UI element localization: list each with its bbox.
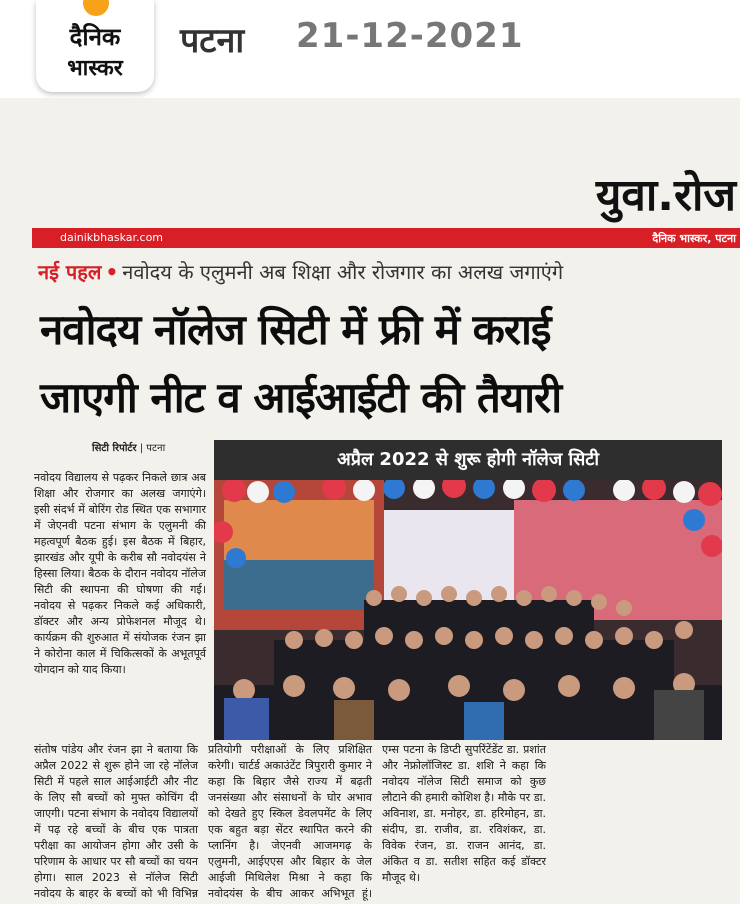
- site-url: dainikbhaskar.com: [60, 231, 164, 244]
- section-title: युवा.रोज: [595, 170, 736, 221]
- sun-icon: [83, 0, 109, 16]
- dainik-bhaskar-logo: [36, 0, 154, 92]
- news-photo: [214, 440, 722, 740]
- bullet-icon: •: [105, 260, 119, 284]
- kicker-text: नवोदय के एलुमनी अब शिक्षा और रोजगार का अलख जगाएंगे: [122, 260, 564, 284]
- byline: [92, 440, 165, 454]
- kicker-label: नई पहल: [38, 260, 102, 284]
- byline-reporter: सिटी रिपोर्टर: [92, 443, 137, 454]
- headline-line1: नवोदय नॉलेज सिटी में फ्री में कराई: [40, 305, 551, 354]
- logo-line1: दैनिक: [69, 23, 121, 51]
- headline-line2: जाएगी नीट व आईआईटी की तैयारी: [40, 373, 562, 422]
- edition-date: 21-12-2021: [296, 16, 524, 56]
- photo-caption: अप्रैल 2022 से शुरू होगी नॉलेज सिटी: [214, 440, 722, 480]
- group-photo-illustration: [214, 480, 722, 740]
- section-strip: [32, 228, 740, 248]
- byline-city: पटना: [146, 443, 166, 454]
- paper-name: दैनिक भास्कर, पटना: [652, 232, 736, 245]
- edition-city: पटना: [180, 21, 245, 61]
- byline-divider: |: [139, 443, 144, 454]
- kicker: [38, 258, 738, 285]
- article-paragraph-1: नवोदय विद्यालय से पढ़कर निकले छात्र अब शिक्षा और रोजगार का अलख जगाएंगे। इसी संदर्भ में बोरिंग रोड स्थित एक सभागार में जेएनवी पटना संभाग के एलुमनी की महत्वपूर्ण बैठक हुई। इस बैठक में बिहार, झारखंड और यूपी के करीब सौ नवोदयंस ने हिस्सा लिया। बैठक के दौरान नवोदय नॉलेज सिटी की स्थापना की घोषणा की गई। नवोदय से पढ़कर निकले कई अधिकारी, डॉक्टर और अन्य प्रोफेशनल मौजूद थे। कार्यक्रम की शुरुआत में संयोजक रंजन झा ने कोरोना काल में चिकित्सकों के अभूतपूर्व योगदान को याद किया।: [34, 471, 206, 676]
- masthead-bar: [0, 0, 740, 98]
- article-paragraph-2: संतोष पांडेय और रंजन झा ने बताया कि अप्रैल 2022 से शुरू होने जा रहे नॉलेज सिटी में पहले साल आईआईटी और नीट के लिए सौ बच्चों को मुफ्त कोचिंग दी जाएगी। पटना संभाग के नवोदय विद्यालयों में पढ़ रहे बच्चों के बीच एक पात्रता परीक्षा का आयोजन होगा और उसी के परिणाम के आधार पर सौ बच्चों का चयन होगा। साल 2023 से नॉलेज सिटी नवोदय के बाहर के बच्चों को भी विभिन्न प्रतियोगी परीक्षाओं के लिए प्रशिक्षित करेगी। चार्टर्ड अकाउंटेंट त्रिपुरारी कुमार ने कहा कि बिहार जैसे राज्य में बढ़ती जनसंख्या और संसाधनों के घोर अभाव को देखते हुए स्किल डेवलपमेंट के लिए एक बहुत बड़ा सेंटर स्थापित करने की प्लानिंग है। जेएनवी आजमगढ़ के एलुमनी, आईएएस और बिहार के जेल आईजी मिथिलेश मिश्रा ने कहा कि नवोदयंस के बीच आकर अभिभूत हूं। एम्स पटना के डिप्टी सुपरिंटेंडेंट डा. प्रशांत और नेफ्रोलॉजिस्ट डा. शशि ने कहा कि नवोदय नॉलेज सिटी समाज को कुछ लौटाने की हमारी कोशिश है। मौके पर डा. अविनाश, डा. मनोहर, डा. हरिमोहन, डा. संदीप, डा. राजीव, डा. रविशंकर, डा. विवेक रंजन, डा. राजन आनंद, डा. अंकित व डा. सतीश सहित कई डॉक्टर मौजूद थे।: [34, 743, 546, 900]
- logo-line2: भास्कर: [67, 56, 123, 81]
